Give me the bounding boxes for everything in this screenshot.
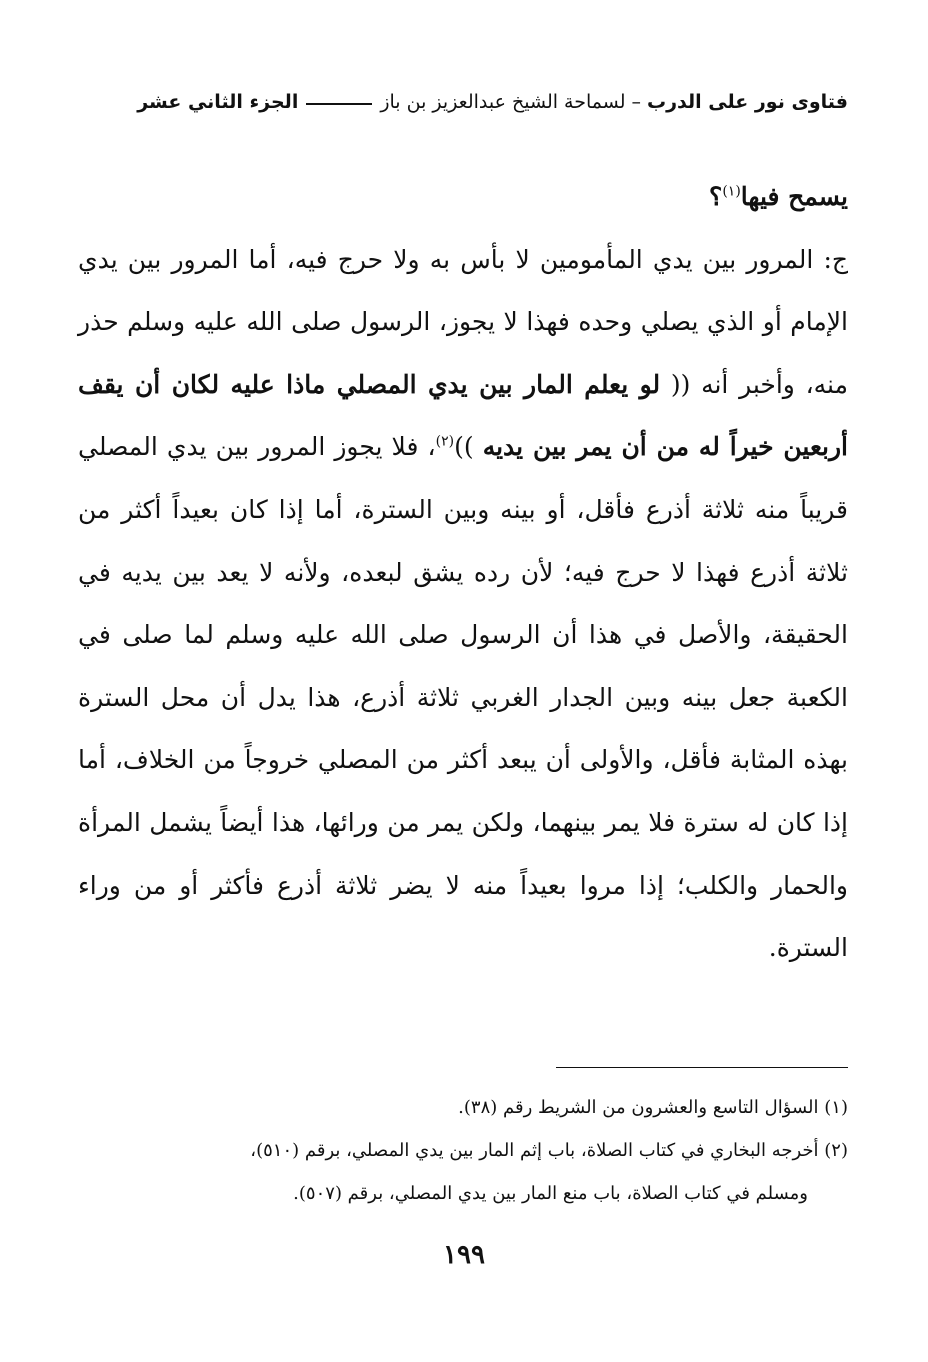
hadith-quote: لو يعلم المار بين يدي المصلي ماذا عليه لكان أن يقف أربعين خيراً له من أن يمر بين يديه xyxy=(78,369,848,462)
footnote-1: (١) السؤال التاسع والعشرون من الشريط رقم (٣٨). xyxy=(458,1097,848,1118)
header-rule xyxy=(306,103,372,105)
footnote-ref-2: (٢) xyxy=(435,434,455,451)
question-line xyxy=(78,166,848,229)
page-number: ١٩٩ xyxy=(443,1240,485,1270)
footnote-2: (٢) أخرجه البخاري في كتاب الصلاة، باب إثم المار بين يدي المصلي، برقم (٥١٠)، xyxy=(250,1140,848,1161)
running-header xyxy=(80,84,848,120)
question-end: يسمح فيها xyxy=(740,182,848,211)
volume-part: الجزء الثاني عشر xyxy=(137,91,299,113)
answer-text-2: ، فلا يجوز المرور بين يدي المصلي قريباً منه ثلاثة أذرع فأقل، أو بينه وبين السترة، أما إذا كان بعيداً أكثر من ثلاثة أذرع فهذا لا حرج فيه؛ لأن رده يشق لبعده، ولأنه لا يعد بين يديه في الحقيقة، والأصل في هذا أن الرسول صلى الله عليه وسلم لما صلى في الكعبة جعل بينه وبين الجدار الغربي ثلاثة أذرع، هذا يدل أن محل السترة بهذه المثابة فأقل، والأولى أن يبعد أكثر من المصلي خروجاً من الخلاف، أما إذا كان له سترة فلا يمر بينهما، ولكن يمر من ورائها، هذا أيضاً يشمل المرأة والحمار والكلب؛ إذا مروا بعيداً منه لا يضر ثلاثة أذرع فأكثر أو من وراء السترة. xyxy=(78,432,848,963)
main-text xyxy=(78,166,848,980)
book-title: فتاوى نور على الدرب xyxy=(647,91,848,113)
question-mark: ؟ xyxy=(709,182,723,211)
header-separator: – xyxy=(631,91,641,113)
footnote-rule xyxy=(556,1067,848,1068)
footnotes xyxy=(78,1086,848,1215)
footnote-ref-1: (١) xyxy=(722,183,741,200)
answer-text-1: ج: المرور بين يدي المأمومين لا بأس به ولا حرج فيه، أما المرور بين يدي الإمام أو الذي يصلي وحده فهذا لا يجوز، الرسول صلى الله عليه وسلم حذر منه، وأخبر أنه (( xyxy=(78,244,848,399)
answer-paragraph xyxy=(78,229,848,980)
footnote-2-continuation: ومسلم في كتاب الصلاة، باب منع المار بين يدي المصلي، برقم (٥٠٧). xyxy=(293,1183,808,1204)
hadith-close: )) xyxy=(454,432,474,462)
header-author: لسماحة الشيخ عبدالعزيز بن باز xyxy=(380,91,626,113)
